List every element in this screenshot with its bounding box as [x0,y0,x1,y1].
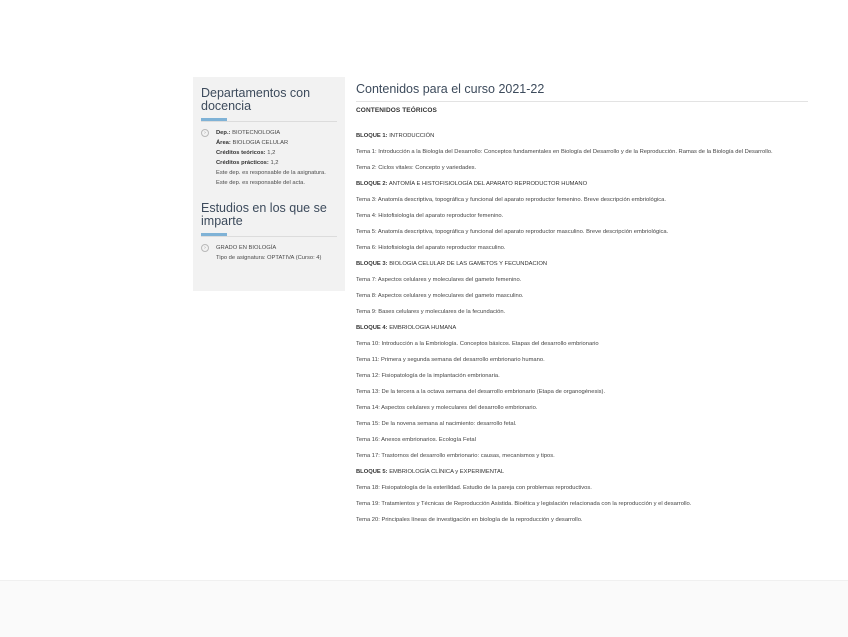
tema-item: Tema 11: Primera y segunda semana del desarrollo embrionario humano. [356,357,545,363]
main-content [356,81,808,533]
area-label: Área: [216,140,231,146]
study-info [201,243,337,263]
bloque-label: BLOQUE 2: [356,181,388,187]
bloque-heading [356,325,808,332]
tema-item: Tema 18: Fisiopatología de la esterilidad. Estudio de la pareja con problemas reproductivos. [356,485,592,491]
tema-item: Tema 17: Trastornos del desarrollo embrionario: causas, mecanismos y tipos. [356,453,555,459]
cred-teo-line [216,148,337,158]
tema-item: Tema 13: De la tercera a la octava semana del desarrollo embrionario (Etapa de organogénesis). [356,389,606,395]
cred-teo-value: 1,2 [267,150,276,156]
area-line [216,138,337,148]
bloque-label: BLOQUE 5: [356,469,388,475]
bloque-heading [356,261,808,268]
tema-item: Tema 1: Introducción a la Biología del Desarrollo: Conceptos fundamentales en Biología del Desarrollo y de la Reproducción. Ramas de la Biología del Desarrollo. [356,149,773,155]
cred-prac-value: 1,2 [270,160,279,166]
resp-acta: Este dep. es responsable del acta. [216,180,305,186]
tipo-asignatura: Tipo de asignatura: OPTATIVA (Curso: 4) [216,255,322,261]
tema-item: Tema 14: Aspectos celulares y moleculares del desarrollo embrionario. [356,405,538,411]
tema-item: Tema 12: Fisiopatología de la implantación embrionaria. [356,373,500,379]
divider [356,101,808,102]
dept-value[interactable]: BIOTECNOLOGIA [232,130,281,136]
tema-item: Tema 3: Anatomía descriptiva, topográfica y funcional del aparato reproductor femenino. Breve descripción embriológica. [356,197,666,203]
bloque-heading [356,469,808,476]
divider [201,121,337,122]
bloque-title: INTRODUCCIÓN [387,133,435,139]
bloque-heading [356,133,808,140]
bloque-label: BLOQUE 3: [356,261,388,267]
tema-item: Tema 9: Bases celulares y moleculares de la fecundación. [356,309,506,315]
resp-asignatura: Este dep. es responsable de la asignatura. [216,170,326,176]
bloque-label: BLOQUE 1: [356,133,388,139]
tema-item: Tema 10: Introducción a la Embriología. Conceptos básicos. Etapas del desarrollo embrionario [356,341,599,347]
tema-item: Tema 5: Anatomía descriptiva, topográfica y funcional del aparato reproductor masculino. Breve descripción embriológica. [356,229,669,235]
department-info [201,128,337,188]
cred-teo-label: Créditos teóricos: [216,150,266,156]
content-list [356,133,808,524]
tema-item: Tema 7: Aspectos celulares y moleculares del gameto femenino. [356,277,522,283]
tema-item: Tema 4: Histofisiología del aparato reproductor femenino. [356,213,504,219]
tema-item: Tema 20: Principales líneas de investigación en biología de la reproducción y desarrollo. [356,517,583,523]
grado-link[interactable]: GRADO EN BIOLOGÍA [216,245,277,251]
dept-label: Dep.: [216,130,231,136]
bloque-label: BLOQUE 4: [356,325,388,331]
page-title: Contenidos para el curso 2021-22 [356,82,545,96]
cred-prac-line [216,158,337,168]
bloque-heading [356,181,808,188]
chevron-right-icon[interactable]: › [201,244,209,252]
area-value: BIOLOGIA CELULAR [232,140,289,146]
cred-prac-label: Créditos prácticos: [216,160,269,166]
bloque-title: BIOLOGIA CELULAR DE LAS GAMETOS Y FECUNDACION [387,261,548,267]
bloque-title: EMBRIOLOGÍA CLÍNICA y EXPERIMENTAL [387,469,505,475]
bloque-title: ANTOMÍA E HISTOFISIOLOGÍA DEL APARATO REPRODUCTOR HUMANO [387,181,588,187]
tema-item: Tema 15: De la novena semana al nacimiento: desarrollo fetal. [356,421,517,427]
tema-item: Tema 2: Ciclos vitales: Concepto y variedades. [356,165,477,171]
departments-title: Departamentos con docencia [201,86,311,113]
section-subtitle: CONTENIDOS TEÓRICOS [356,107,437,114]
dept-line [216,128,337,138]
studies-title: Estudios en los que se imparte [201,201,327,228]
tema-item: Tema 8: Aspectos celulares y moleculares del gameto masculino. [356,293,524,299]
chevron-right-icon[interactable]: › [201,129,209,137]
bloque-title: EMBRIOLOGIA HUMANA [387,325,457,331]
tema-item: Tema 6: Histofisiología del aparato reproductor masculino. [356,245,506,251]
divider [201,236,337,237]
footer-band [0,580,848,637]
tema-item: Tema 19: Tratamientos y Técnicas de Reproducción Asistida. Bioética y legislación relacionada con la reproducción y el desarrollo. [356,501,692,507]
sidebar [193,77,345,291]
tema-item: Tema 16: Anexos embrionarios. Ecología Fetal [356,437,476,443]
